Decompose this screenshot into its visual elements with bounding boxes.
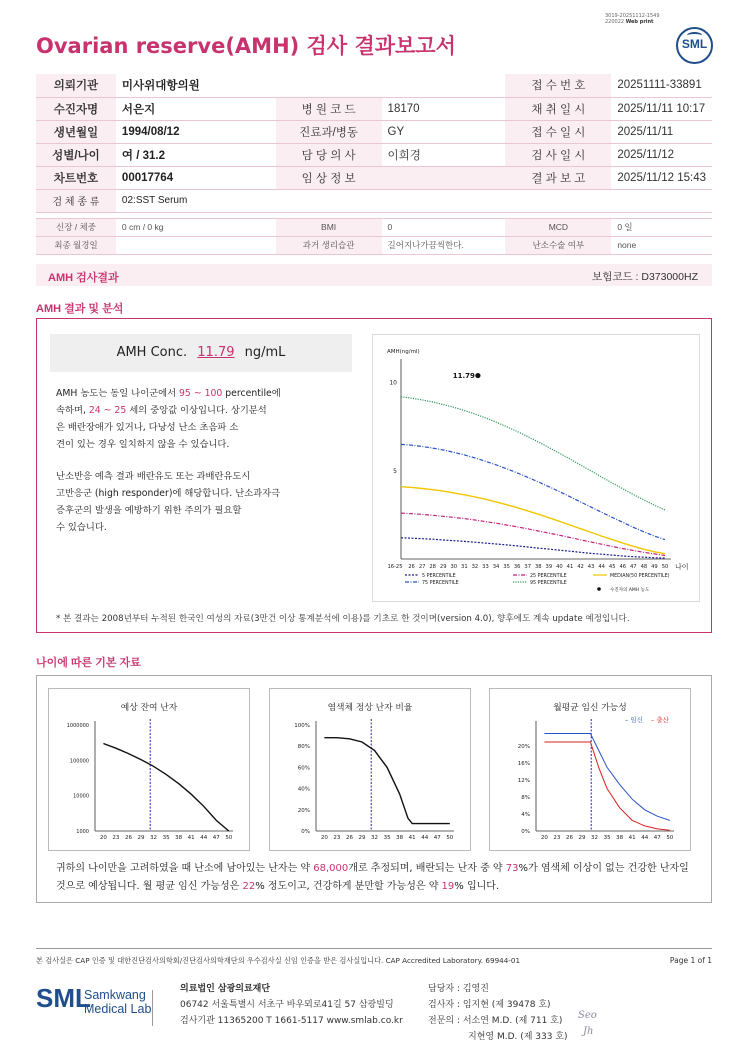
info-value: 서은지: [116, 97, 276, 120]
x-tick-label: 44: [200, 835, 208, 841]
insurance-code: 보험코드 : D373000HZ: [592, 271, 698, 283]
info-value: 2025/11/11: [611, 120, 712, 143]
x-tick-label: 27: [418, 564, 426, 570]
accreditation-text: 본 검사실은 CAP 인증 및 대한진단검사의학회/진단검사의학재단의 우수검사실 신임 인증을 받은 검사실입니다. CAP Accredited Laboratory. 69944-01: [36, 956, 521, 965]
info-label: 검 사 일 시: [505, 143, 611, 166]
signature-1: Seo: [578, 1010, 597, 1021]
x-tick-label: 50: [661, 564, 669, 570]
x-tick-label: 44: [641, 835, 649, 841]
info-label: [276, 74, 382, 97]
x-tick-label: 42: [577, 564, 584, 570]
print-label: Web print: [625, 19, 654, 25]
patient-info-table: [36, 74, 712, 255]
y-tick-label: 16%: [517, 761, 530, 768]
p1-line: 견이 있는 경우 일치하지 않을 수 있습니다.: [56, 439, 230, 450]
signature-2: Jh: [583, 1026, 594, 1037]
staff-name: 지현영 M.D. (제 333 호): [468, 1032, 568, 1042]
amh-result-bar: [36, 264, 712, 286]
patient-value-label: 11.79: [452, 371, 475, 380]
x-tick-label: 29: [358, 835, 366, 841]
x-tick-label: 37: [524, 564, 532, 570]
x-tick-label: 35: [603, 835, 611, 841]
y-tick-label: 1000000: [66, 723, 89, 729]
x-tick-label: 35: [162, 835, 170, 841]
org-address: 06742 서울특별시 서초구 바우뫼로41길 57 삼광빌딩: [180, 1000, 394, 1010]
amh-result-label: AMH 검사결과: [48, 272, 119, 284]
info-value: 2025/11/12: [611, 143, 712, 166]
x-axis-label: 나이: [675, 563, 689, 571]
x-tick-label: 45: [608, 564, 616, 570]
staff-name: 서소연 M.D. (제 711 호): [462, 1016, 563, 1026]
p1-sep: ~: [190, 388, 205, 399]
mini-chart-svg: [49, 689, 251, 852]
x-tick-label: 38: [175, 835, 183, 841]
y-tick-label: 12%: [517, 778, 530, 785]
x-tick-label: 32: [150, 835, 158, 841]
y-tick-label: 5: [393, 467, 397, 475]
info-value: 1994/08/12: [116, 120, 276, 143]
info-label: 성별/나이: [36, 143, 116, 166]
series-line: [103, 744, 228, 832]
footer-lab-name: [84, 988, 151, 1016]
info-extra-row: [36, 218, 712, 236]
x-tick-label: 31: [461, 564, 468, 570]
legend-label: 수진자의 AMH 농도: [610, 588, 650, 593]
info-value: 2025/11/11 10:17: [611, 97, 712, 120]
info-row: [36, 143, 712, 166]
y-tick-label: 10000: [73, 793, 89, 800]
x-tick-label: 26: [124, 835, 132, 841]
x-tick-label: 26: [565, 835, 573, 841]
x-tick-label: 28: [429, 564, 436, 570]
summary-part: % 정도이고, 건강하게 분만할 가능성은 약: [255, 881, 442, 892]
x-tick-label: 26: [408, 564, 415, 570]
staff-role: 검사자 :: [428, 1000, 460, 1010]
y-tick-label: 20%: [297, 807, 310, 814]
x-tick-label: 38: [396, 835, 404, 841]
summary-part: 것으로 예상됩니다. 월 평균 임신 가능성은: [56, 881, 243, 892]
age-high: 25: [114, 405, 127, 416]
p2-line: 난소반응 예측 결과 배란유도 또는 과배란유도시: [56, 471, 251, 482]
p1-text: percentile에: [222, 388, 281, 399]
org-name: 의료법인 삼광의료재단: [180, 984, 271, 994]
info-value: [382, 166, 506, 189]
x-tick-label: 20: [99, 835, 107, 841]
x-tick-label: 47: [212, 835, 220, 841]
x-tick-label: 38: [534, 564, 542, 570]
y-tick-label: 100%: [294, 723, 310, 729]
x-tick-label: 48: [640, 564, 648, 570]
y-axis-label: AMH(ng/ml): [387, 349, 420, 355]
age-low: 24: [88, 405, 101, 416]
x-tick-label: 47: [653, 835, 661, 841]
y-tick-label: 80%: [297, 744, 310, 751]
info-label: 신장 / 체중: [36, 218, 116, 236]
specimen-value: 02:SST Serum: [116, 189, 712, 212]
x-tick-label: 47: [433, 835, 441, 841]
info-label: 과거 생리습관: [276, 236, 382, 254]
series-line: [544, 734, 669, 821]
legend-label: 95 PERCENTILE: [530, 581, 567, 586]
info-label: 임 상 정 보: [276, 166, 382, 189]
info-label: 의뢰기관: [36, 74, 116, 97]
summary-text: [56, 860, 696, 896]
info-row: [36, 120, 712, 143]
pregnancy-chance-chart: [489, 688, 691, 851]
legend-label: – 임신: [625, 716, 643, 724]
info-label: MCD: [505, 218, 611, 236]
x-tick-label: 35: [383, 835, 391, 841]
series-line: [324, 738, 449, 824]
summary-part: 귀하의 나이만을 고려하였을 때 난소에 남아있는 난자는 약: [56, 863, 314, 874]
y-tick-label: 20%: [517, 744, 530, 751]
info-value: none: [611, 236, 712, 254]
specimen-label: 검 체 종 류: [36, 189, 116, 212]
x-tick-label: 41: [566, 564, 574, 570]
info-label: 접 수 번 호: [505, 74, 611, 97]
legend-label: – 출산: [651, 716, 669, 724]
page-number: Page 1 of 1: [669, 956, 712, 965]
lab-name-line: Medical Lab: [84, 1002, 152, 1016]
percentile-line: [401, 397, 665, 510]
chart-title: 염색체 정상 난자 비율: [327, 703, 413, 713]
amh-chart-svg: [373, 335, 701, 603]
eggs-count: 68,000: [313, 863, 349, 874]
info-row: [36, 97, 712, 120]
x-tick-label: 40: [556, 564, 563, 570]
lab-name-line: Samkwang: [84, 988, 146, 1002]
footer-staff: [428, 981, 568, 1045]
analysis-paragraph-1: [56, 385, 356, 453]
sml-logo: SML: [676, 27, 713, 64]
print-info: [605, 13, 660, 25]
y-tick-label: 10: [389, 379, 397, 387]
x-tick-label: 44: [598, 564, 605, 570]
info-value: 0 일: [611, 218, 712, 236]
info-label: 생년월일: [36, 120, 116, 143]
amh-concentration: [50, 334, 352, 372]
x-tick-label: 32: [371, 835, 379, 841]
report-title: Ovarian reserve(AMH) 검사 결과보고서: [36, 34, 456, 58]
x-tick-label: 23: [553, 835, 561, 841]
info-value: 2025/11/12 15:43: [611, 166, 712, 189]
mini-chart-svg: [490, 689, 692, 852]
x-tick-label: 43: [587, 564, 595, 570]
info-value: 00017764: [116, 166, 276, 189]
x-tick-label: 16-25: [387, 564, 403, 570]
x-tick-label: 23: [333, 835, 341, 841]
info-value: 미사위대항의원: [116, 74, 276, 97]
staff-name: 임지현 (제 39478 호): [462, 1000, 551, 1010]
x-tick-label: 29: [439, 564, 447, 570]
p2-line: 수 있습니다.: [56, 522, 107, 533]
base-section-title: 나이에 따른 기본 자료: [36, 657, 141, 669]
info-label: 수진자명: [36, 97, 116, 120]
x-tick-label: 23: [112, 835, 120, 841]
x-tick-label: 20: [320, 835, 328, 841]
birth-pct: 19: [441, 881, 455, 892]
info-value: [382, 74, 506, 97]
info-row: [36, 74, 712, 97]
info-value: [116, 236, 276, 254]
x-tick-label: 29: [137, 835, 145, 841]
percentile-low: 95: [179, 388, 191, 399]
x-tick-label: 47: [630, 564, 637, 570]
x-tick-label: 32: [591, 835, 599, 841]
percentile-high: 100: [204, 388, 223, 399]
specimen-row: [36, 189, 712, 212]
summary-part: 개로 추정되며, 배란되는 난자 중 약: [348, 863, 506, 874]
remaining-eggs-chart: [48, 688, 250, 851]
info-value: 0 cm / 0 kg: [116, 218, 276, 236]
x-tick-label: 33: [482, 564, 489, 570]
p1-text: 속하며,: [56, 405, 89, 416]
p1-sep: ~: [100, 405, 115, 416]
x-tick-label: 41: [408, 835, 416, 841]
normal-pct: 73: [505, 863, 519, 874]
info-row: [36, 166, 712, 189]
x-tick-label: 50: [446, 835, 454, 841]
y-tick-label: 8%: [521, 795, 530, 802]
staff-role: 담당자 :: [428, 984, 460, 994]
x-tick-label: 41: [187, 835, 195, 841]
y-tick-label: 4%: [521, 812, 530, 819]
summary-part: % 입니다.: [454, 881, 500, 892]
x-tick-label: 35: [503, 564, 510, 570]
x-tick-label: 46: [619, 564, 627, 570]
info-value: GY: [382, 120, 506, 143]
mini-chart-svg: [270, 689, 472, 852]
y-tick-label: 0%: [301, 829, 310, 835]
x-tick-label: 50: [225, 835, 233, 841]
x-tick-label: 26: [345, 835, 353, 841]
normal-egg-ratio-chart: [269, 688, 471, 851]
x-tick-label: 34: [492, 564, 500, 570]
x-tick-label: 41: [628, 835, 636, 841]
p2-line: 증후군의 발생을 예방하기 위한 주의가 필요할: [56, 505, 242, 516]
info-label: 채 취 일 시: [505, 97, 611, 120]
p1-text: 세의 중앙값 이상입니다. 상기분석: [126, 405, 267, 416]
x-tick-label: 20: [540, 835, 548, 841]
info-value: 여 / 31.2: [116, 143, 276, 166]
x-tick-label: 44: [421, 835, 429, 841]
percentile-line: [401, 444, 665, 539]
analysis-note: * 본 결과는 2008년부터 누적된 한국인 여성의 자료(3만건 이상 통계분석에 이용)를 기초로 한 것이며(version 4.0), 향후에도 계속 update 예정입니다.: [56, 614, 630, 624]
legend-label: 5 PERCENTILE: [422, 574, 456, 579]
print-code: 220022: [605, 19, 625, 25]
info-value: 0: [382, 218, 506, 236]
summary-part: %가 염색체 이상이 없는 건강한 난자일: [518, 863, 689, 874]
info-value: 18170: [382, 97, 506, 120]
legend-patient-dot: [597, 587, 601, 591]
conc-value: 11.79: [197, 345, 235, 360]
info-label: 진료과/병동: [276, 120, 382, 143]
y-tick-label: 1000: [76, 829, 89, 835]
x-tick-label: 49: [651, 564, 658, 570]
percentile-line: [401, 487, 665, 554]
info-value: 길어지나가끔씩한다.: [382, 236, 506, 254]
x-tick-label: 39: [545, 564, 553, 570]
chart-title: 월평균 임신 가능성: [553, 703, 627, 713]
legend-label: 25 PERCENTILE: [530, 574, 567, 579]
info-label: 담 당 의 사: [276, 143, 382, 166]
info-extra-row: [36, 236, 712, 254]
pregnancy-pct: 22: [242, 881, 256, 892]
x-tick-label: 32: [471, 564, 479, 570]
info-value: 20251111-33891: [611, 74, 712, 97]
info-label: 접 수 일 시: [505, 120, 611, 143]
analysis-paragraph-2: [56, 468, 356, 536]
y-tick-label: 40%: [297, 786, 310, 793]
percentile-line: [401, 513, 665, 555]
patient-point: [475, 373, 480, 378]
print-id: 3019-20251112-1549: [605, 13, 660, 19]
x-tick-label: 50: [666, 835, 674, 841]
info-label: 결 과 보 고: [505, 166, 611, 189]
info-label: BMI: [276, 218, 382, 236]
footer-logo-divider: [152, 990, 153, 1026]
info-label: 최종 월경일: [36, 236, 116, 254]
amh-percentile-chart: [372, 334, 700, 602]
y-tick-label: 100000: [69, 758, 89, 765]
analysis-section-title: AMH 결과 및 분석: [36, 303, 124, 315]
x-tick-label: 29: [578, 835, 586, 841]
x-tick-label: 30: [450, 564, 458, 570]
legend-label: MEDIAN(50 PERCENTILE): [610, 574, 670, 579]
footer-divider: [36, 948, 712, 949]
info-label: 병 원 코 드: [276, 97, 382, 120]
percentile-line: [401, 538, 665, 558]
y-tick-label: 0%: [521, 829, 530, 835]
info-label: 난소수술 여부: [505, 236, 611, 254]
chart-title: 예상 잔여 난자: [120, 703, 178, 713]
p2-line: 고반응군 (high responder)에 해당합니다. 난소과자극: [56, 488, 281, 499]
conc-unit: ng/mL: [244, 345, 286, 360]
p1-line: 은 배란장애가 있거나, 다낭성 난소 초음파 소: [56, 422, 239, 433]
footer-sml-logo: SML: [36, 983, 91, 1013]
info-value: 이희경: [382, 143, 506, 166]
p1-text: AMH 농도는 동일 나이군에서: [56, 388, 180, 399]
series-line: [544, 742, 669, 830]
footer-org-info: [180, 981, 403, 1029]
staff-role: 전문의 :: [428, 1016, 460, 1026]
y-tick-label: 60%: [297, 765, 310, 772]
x-tick-label: 36: [513, 564, 521, 570]
staff-name: 김영진: [462, 984, 489, 994]
info-label: 차트번호: [36, 166, 116, 189]
x-tick-label: 38: [616, 835, 624, 841]
legend-label: 75 PERCENTILE: [422, 581, 459, 586]
conc-label: AMH Conc.: [116, 345, 188, 360]
org-contact: 검사기관 11365200 T 1661-5117 www.smlab.co.kr: [180, 1016, 403, 1026]
